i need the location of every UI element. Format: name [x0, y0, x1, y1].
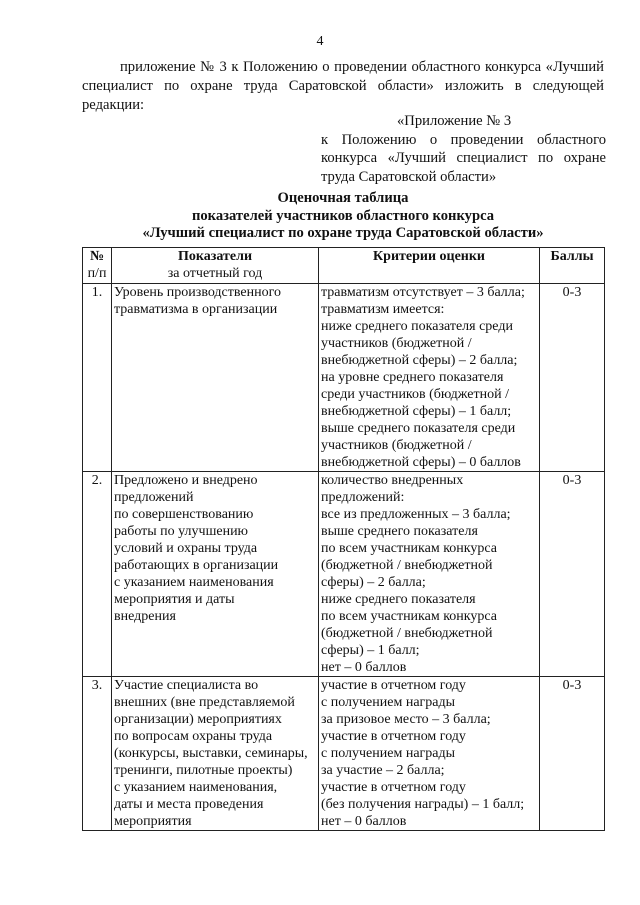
indicator-line: по совершенствованию	[114, 507, 254, 522]
row-score: 0-3	[540, 677, 605, 831]
criteria-line: с получением награды	[321, 746, 456, 761]
indicator-line: организации) мероприятиях	[114, 712, 282, 727]
appendix-block	[321, 112, 606, 186]
document-title	[82, 190, 604, 243]
row-number: 1.	[83, 284, 112, 472]
table-header-row	[83, 248, 605, 284]
appendix-heading: «Приложение № 3	[397, 113, 512, 129]
indicator-line: даты и места проведения	[114, 797, 264, 812]
criteria-line: количество внедренных	[321, 473, 464, 488]
row-score: 0-3	[540, 472, 605, 677]
table-row	[83, 677, 605, 831]
indicator-line: Предложено и внедрено	[114, 473, 258, 488]
row-number: 2.	[83, 472, 112, 677]
indicator-line: внешних (вне представляемой	[114, 695, 295, 710]
indicator-line: (конкурсы, выставки, семинары,	[114, 746, 308, 761]
indicator-line: внедрения	[114, 609, 176, 624]
header-indicator-line-1: Показатели	[177, 249, 253, 264]
header-number-line-1: №	[89, 249, 105, 264]
indicator-line: мероприятия и даты	[114, 592, 235, 607]
criteria-line: травматизм имеется:	[321, 302, 445, 317]
criteria-line: участие в отчетном году	[321, 729, 466, 744]
criteria-line: участие в отчетном году	[321, 678, 466, 693]
criteria-line: внебюджетной сферы) – 1 балл;	[321, 404, 512, 419]
criteria-line: ниже среднего показателя среди	[321, 319, 513, 334]
indicator-line: предложений	[114, 490, 194, 505]
criteria-line: выше среднего показателя	[321, 524, 478, 539]
criteria-line: (без получения награды) – 1 балл;	[321, 797, 525, 812]
indicator-line: мероприятия	[114, 814, 192, 829]
appendix-text: к Положению о проведении областного конкурса «Лучший специалист по охране труда Саратовской области»	[321, 131, 606, 185]
indicator-line: с указанием наименования,	[114, 780, 278, 795]
indicator-line: тренинги, пилотные проекты)	[114, 763, 293, 778]
indicator-line: по вопросам охраны труда	[114, 729, 273, 744]
criteria-line: за призовое место – 3 балла;	[321, 712, 491, 727]
table-row	[83, 284, 605, 472]
criteria-line: участников (бюджетной /	[321, 438, 472, 453]
indicator-line: работы по улучшению	[114, 524, 249, 539]
row-criteria	[319, 284, 540, 472]
row-indicator	[112, 472, 319, 677]
criteria-line: участие в отчетном году	[321, 780, 466, 795]
header-criteria: Критерии оценки	[319, 248, 540, 284]
row-number: 3.	[83, 677, 112, 831]
table-row	[83, 472, 605, 677]
criteria-line: по всем участникам конкурса	[321, 541, 497, 556]
evaluation-table	[82, 247, 605, 831]
criteria-line: за участие – 2 балла;	[321, 763, 445, 778]
row-criteria	[319, 677, 540, 831]
indicator-line: с указанием наименования	[114, 575, 274, 590]
criteria-line: травматизм отсутствует – 3 балла;	[321, 285, 525, 300]
indicator-line: травматизма в организации	[114, 302, 278, 317]
intro-paragraph: приложение № 3 к Положению о проведении областного конкурса «Лучший специалист по охране труда Саратовской области» изложить в следующей редакции:	[82, 59, 604, 113]
title-line-1: Оценочная таблица	[277, 190, 409, 206]
row-score: 0-3	[540, 284, 605, 472]
indicator-line: работающих в организации	[114, 558, 279, 573]
criteria-line: ниже среднего показателя	[321, 592, 476, 607]
indicator-line: Уровень производственного	[114, 285, 282, 300]
title-line-3: «Лучший специалист по охране труда Саратовской области»	[142, 225, 544, 241]
row-indicator	[112, 677, 319, 831]
criteria-line: среди участников (бюджетной /	[321, 387, 509, 402]
criteria-line: выше среднего показателя среди	[321, 421, 516, 436]
indicator-line: Участие специалиста во	[114, 678, 259, 693]
criteria-line: сферы) – 1 балл;	[321, 643, 420, 658]
header-number	[83, 248, 112, 284]
header-score: Баллы	[540, 248, 605, 284]
criteria-line: все из предложенных – 3 балла;	[321, 507, 511, 522]
criteria-line: нет – 0 баллов	[321, 660, 407, 675]
criteria-line: на уровне среднего показателя	[321, 370, 504, 385]
criteria-line: по всем участникам конкурса	[321, 609, 497, 624]
criteria-line: (бюджетной / внебюджетной	[321, 558, 493, 573]
page-number: 4	[316, 34, 324, 49]
indicator-line: условий и охраны труда	[114, 541, 258, 556]
header-indicator-line-2: за отчетный год	[167, 266, 263, 281]
criteria-line: нет – 0 баллов	[321, 814, 407, 829]
criteria-line: участников (бюджетной /	[321, 336, 472, 351]
criteria-line: с получением награды	[321, 695, 456, 710]
criteria-line: внебюджетной сферы) – 0 баллов	[321, 455, 521, 470]
criteria-line: предложений:	[321, 490, 405, 505]
row-indicator	[112, 284, 319, 472]
criteria-line: (бюджетной / внебюджетной	[321, 626, 493, 641]
criteria-line: сферы) – 2 балла;	[321, 575, 426, 590]
criteria-line: внебюджетной сферы) – 2 балла;	[321, 353, 518, 368]
title-line-2: показателей участников областного конкурса	[191, 207, 495, 224]
header-number-line-2: п/п	[87, 266, 107, 281]
header-indicator	[112, 248, 319, 284]
row-criteria	[319, 472, 540, 677]
